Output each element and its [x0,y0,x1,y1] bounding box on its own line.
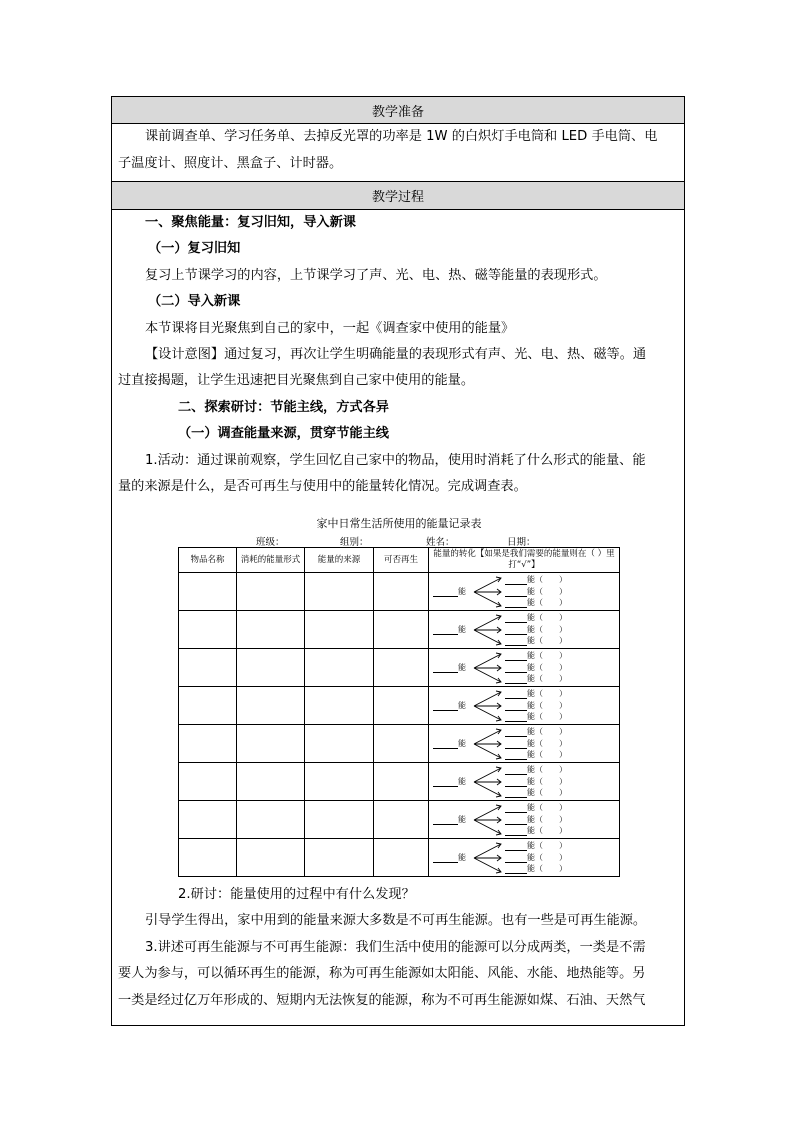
output-energy-blank[interactable]: 能 （ ） [505,750,577,760]
discussion-line: 2.研讨：能量使用的过程中有什么发现？ [178,887,415,902]
output-energy-blank[interactable]: 能 （ ） [505,712,577,722]
output-energy-blank[interactable]: 能 （ ） [505,788,577,798]
energy-conversion-cell [429,573,620,611]
activity-line-1: 1.活动：通过课前观察，学生回忆自己家中的物品，使用时消耗了什么形式的能量、能 [145,453,646,468]
table-row [179,687,620,725]
branch-arrow-icon [473,689,503,723]
header-item-name: 物品名称 [179,548,237,573]
renewable-cell[interactable] [374,649,429,687]
input-energy-blank[interactable]: 能 [433,814,471,825]
branch-arrow-icon [473,613,503,647]
section-1-title: 一、聚焦能量：复习旧知，导入新课 [145,215,356,230]
renewable-cell[interactable] [374,611,429,649]
section-2-title: 二、探索研讨：节能主线，方式各异 [178,400,389,415]
input-energy-blank[interactable]: 能 [433,586,471,597]
item-name-cell[interactable] [179,763,237,801]
table-row [179,801,620,839]
prep-line-2: 子温度计、照度计、黑盒子、计时器。 [118,156,343,171]
group-label: 组别： [340,537,369,548]
table-row [179,611,620,649]
energy-source-cell[interactable] [305,573,374,611]
output-energy-blank[interactable]: 能 （ ） [505,815,577,825]
design-intent-line-1: 【设计意图】通过复习，再次让学生明确能量的表现形式有声、光、电、热、磁等。通 [145,347,647,362]
explain-line-3: 一类是经过亿万年形成的、短期内无法恢复的能源，称为不可再生能源如煤、石油、天然气 [118,993,646,1008]
renewable-cell[interactable] [374,687,429,725]
table-row [179,839,620,877]
energy-consumed-cell[interactable] [237,611,305,649]
design-intent-line-2: 过直接揭题，让学生迅速把目光聚焦到自己家中使用的能量。 [118,373,475,388]
input-energy-blank[interactable]: 能 [433,662,471,673]
renewable-cell[interactable] [374,801,429,839]
item-name-cell[interactable] [179,649,237,687]
header-energy-consumed: 消耗的能量形式 [237,548,305,573]
output-energy-blank[interactable]: 能 （ ） [505,727,577,737]
energy-conversion-cell [429,649,620,687]
section-1-sub-2: （二）导入新课 [148,294,241,309]
output-energy-blank[interactable]: 能 （ ） [505,625,577,635]
output-energy-blank[interactable]: 能 （ ） [505,689,577,699]
section-1-paragraph-1: 复习上节课学习的内容，上节课学习了声、光、电、热、磁等能量的表现形式。 [145,268,607,283]
energy-conversion-cell [429,763,620,801]
header-energy-source: 能量的来源 [305,548,374,573]
energy-consumed-cell[interactable] [237,725,305,763]
energy-source-cell[interactable] [305,725,374,763]
output-energy-blank[interactable]: 能 （ ） [505,864,577,874]
process-header: 教学过程 [112,182,684,210]
input-energy-blank[interactable]: 能 [433,852,471,863]
energy-consumed-cell[interactable] [237,839,305,877]
output-energy-blank[interactable]: 能 （ ） [505,598,577,608]
energy-source-cell[interactable] [305,611,374,649]
date-label: 日期： [507,537,536,548]
input-energy-blank[interactable]: 能 [433,776,471,787]
branch-arrow-icon [473,803,503,837]
table-row [179,763,620,801]
output-energy-blank[interactable]: 能 （ ） [505,803,577,813]
item-name-cell[interactable] [179,801,237,839]
table-row [179,649,620,687]
output-energy-blank[interactable]: 能 （ ） [505,636,577,646]
branch-arrow-icon [473,765,503,799]
lesson-plan-frame [111,96,685,1026]
item-name-cell[interactable] [179,687,237,725]
section-1-sub-1: （一）复习旧知 [148,241,241,256]
table-row [179,725,620,763]
energy-record-table [178,547,620,877]
name-label: 姓名： [426,537,455,548]
table-header-row [179,548,620,573]
explain-line-1: 3.讲述可再生能源与不可再生能源：我们生活中使用的能源可以分成两类，一类是不需 [145,940,646,955]
energy-source-cell[interactable] [305,763,374,801]
output-energy-blank[interactable]: 能 （ ） [505,613,577,623]
header-energy-conversion: 能量的转化【如果是我们需要的能量则在（ ）里打“√”】 [429,548,620,573]
class-label: 班级： [256,537,285,548]
energy-conversion-cell [429,839,620,877]
energy-conversion-cell [429,611,620,649]
item-name-cell[interactable] [179,611,237,649]
renewable-cell[interactable] [374,725,429,763]
explain-line-2: 要人为参与，可以循环再生的能源，称为可再生能源如太阳能、风能、水能、地热能等。另 [118,966,646,981]
energy-source-cell[interactable] [305,839,374,877]
branch-arrow-icon [473,651,503,685]
output-energy-blank[interactable]: 能 （ ） [505,853,577,863]
input-energy-blank[interactable]: 能 [433,738,471,749]
header-renewable: 可否再生 [374,548,429,573]
section-1-paragraph-2: 本节课将目光聚焦到自己的家中，一起《调查家中使用的能量》 [145,321,515,336]
prep-header: 教学准备 [112,97,684,124]
energy-consumed-cell[interactable] [237,687,305,725]
energy-conversion-cell [429,801,620,839]
item-name-cell[interactable] [179,573,237,611]
table-title: 家中日常生活所使用的能量记录表 [316,517,482,530]
table-row [179,573,620,611]
item-name-cell[interactable] [179,725,237,763]
discussion-result: 引导学生得出，家中用到的能量来源大多数是不可再生能源。也有一些是可再生能源。 [145,913,647,928]
energy-consumed-cell[interactable] [237,649,305,687]
renewable-cell[interactable] [374,573,429,611]
prep-line-1: 课前调查单、学习任务单、去掉反光罩的功率是 1W 的白炽灯手电筒和 LED 手电筒、电 [145,129,658,144]
output-energy-blank[interactable]: 能 （ ） [505,765,577,775]
branch-arrow-icon [473,575,503,609]
activity-line-2: 量的来源是什么，是否可再生与使用中的能量转化情况。完成调查表。 [118,479,527,494]
output-energy-blank[interactable]: 能 （ ） [505,663,577,673]
output-energy-blank[interactable]: 能 （ ） [505,826,577,836]
output-energy-blank[interactable]: 能 （ ） [505,575,577,585]
input-energy-blank[interactable]: 能 [433,624,471,635]
renewable-cell[interactable] [374,763,429,801]
energy-source-cell[interactable] [305,687,374,725]
energy-conversion-cell [429,725,620,763]
energy-consumed-cell[interactable] [237,801,305,839]
energy-source-cell[interactable] [305,649,374,687]
output-energy-blank[interactable]: 能 （ ） [505,701,577,711]
branch-arrow-icon [473,727,503,761]
branch-arrow-icon [473,841,503,875]
input-energy-blank[interactable]: 能 [433,700,471,711]
energy-conversion-cell [429,687,620,725]
output-energy-blank[interactable]: 能 （ ） [505,674,577,684]
energy-source-cell[interactable] [305,801,374,839]
renewable-cell[interactable] [374,839,429,877]
section-2-sub-1: （一）调查能量来源，贯穿节能主线 [178,426,389,441]
output-energy-blank[interactable]: 能 （ ） [505,739,577,749]
output-energy-blank[interactable]: 能 （ ） [505,651,577,661]
energy-consumed-cell[interactable] [237,573,305,611]
output-energy-blank[interactable]: 能 （ ） [505,841,577,851]
item-name-cell[interactable] [179,839,237,877]
energy-consumed-cell[interactable] [237,763,305,801]
output-energy-blank[interactable]: 能 （ ） [505,587,577,597]
output-energy-blank[interactable]: 能 （ ） [505,777,577,787]
